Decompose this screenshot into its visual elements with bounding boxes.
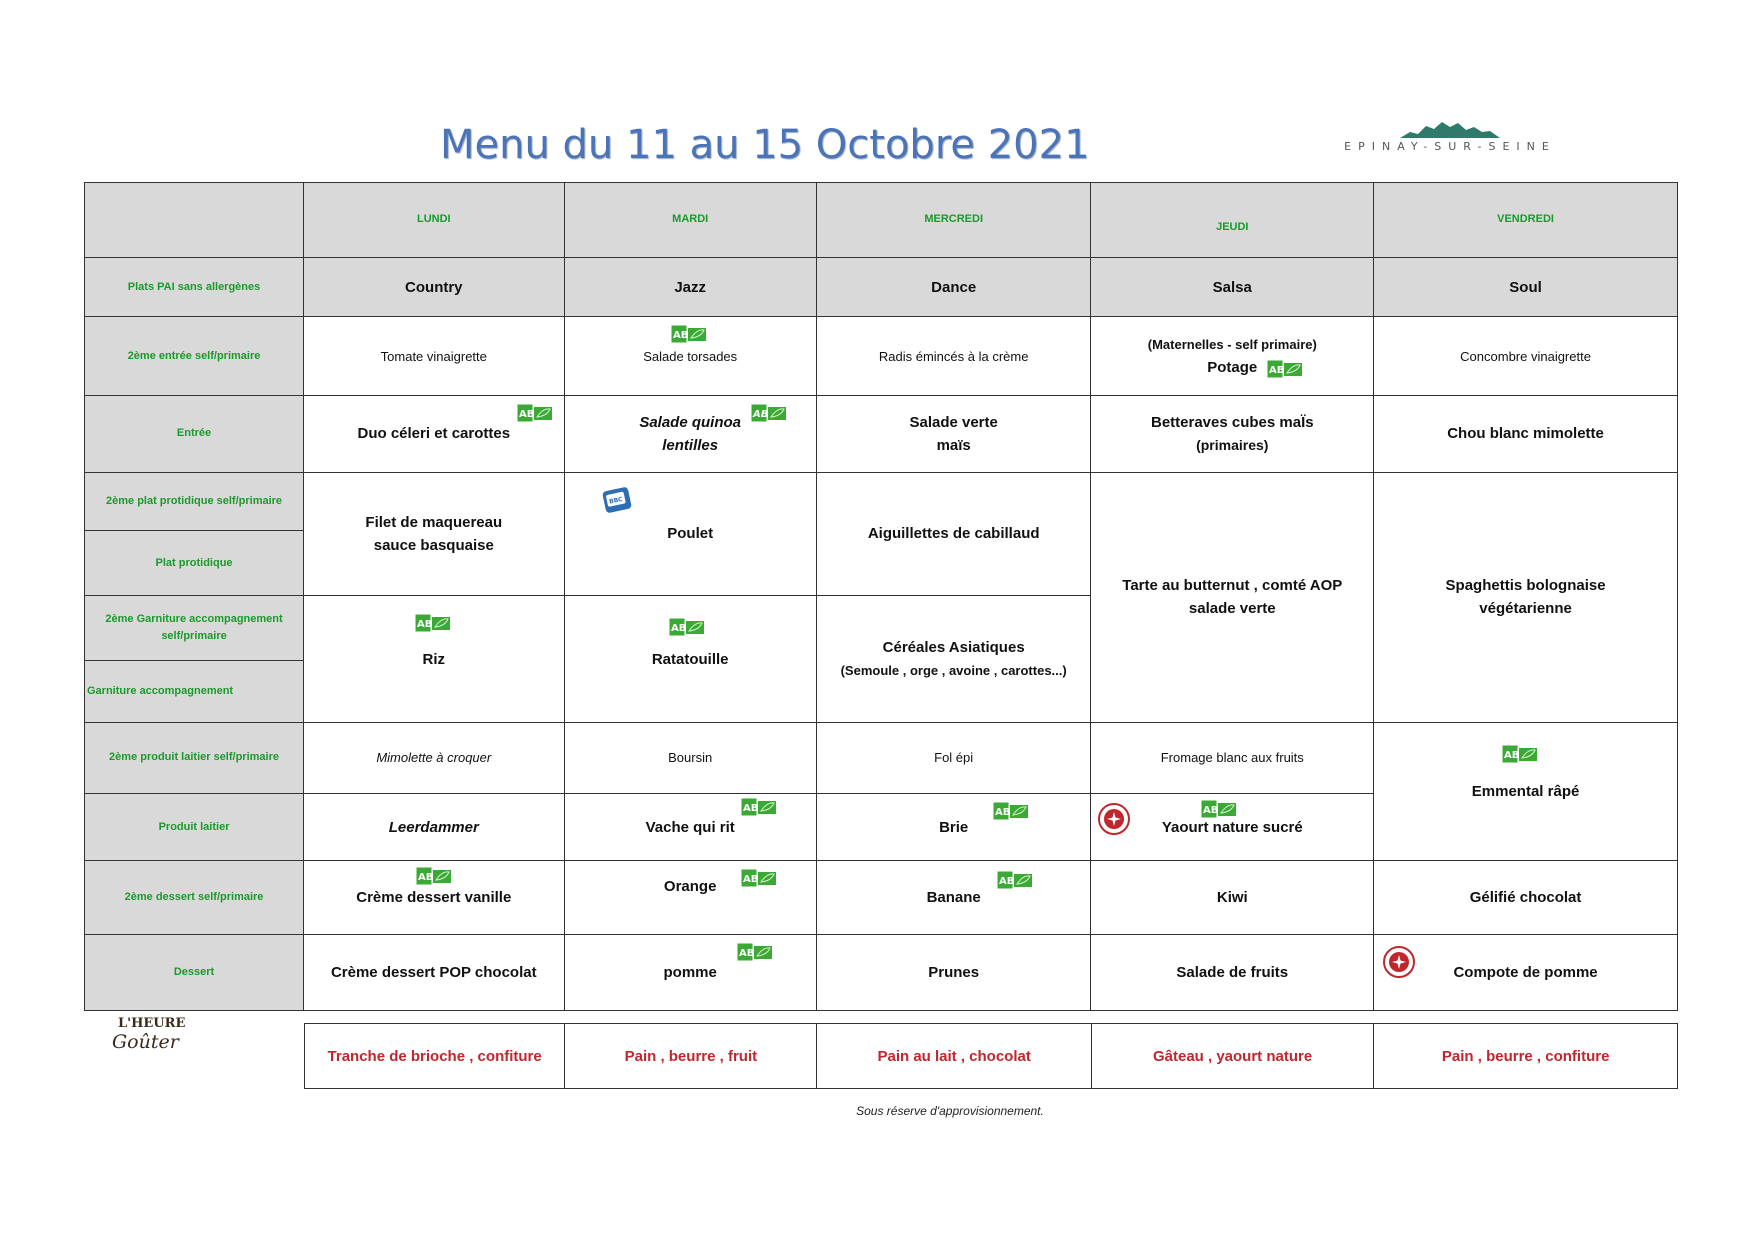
ab-organic-leaf-icon: [671, 325, 707, 343]
garniture-mercredi-1: Céréales Asiatiques: [882, 639, 1025, 657]
row-label-pai: Plats PAI sans allergènes: [85, 257, 304, 317]
menu-table: [84, 182, 1678, 1011]
laitier-mardi-cell: [564, 793, 816, 861]
garniture-mardi-cell: [564, 595, 816, 722]
svg-text:AB: AB: [994, 806, 1011, 818]
laitier-jeudi-cell: [1091, 793, 1374, 861]
svg-text:AB: AB: [742, 874, 758, 886]
pai-lundi: Country: [304, 257, 564, 317]
dessert-mardi-cell: [564, 935, 816, 1011]
dessert2-mardi-cell: [564, 861, 816, 935]
entree2-vendredi: Concombre vinaigrette: [1374, 317, 1678, 396]
dessert-row: [85, 935, 1678, 1011]
entree-lundi-cell: [304, 396, 564, 473]
label-rouge-icon: [1097, 802, 1131, 836]
plat-mercredi: Aiguillettes de cabillaud: [816, 472, 1091, 595]
heure-du-gouter-logo: [110, 1016, 202, 1060]
ab-organic-leaf-icon: [997, 871, 1033, 889]
entree-jeudi-2: (primaires): [1196, 436, 1269, 453]
plat-lundi-1: Filet de maquereau: [365, 513, 503, 531]
ab-organic-leaf-icon: [1267, 360, 1303, 378]
ab-organic-leaf-icon: [517, 404, 553, 422]
plat-vendredi-cell: [1374, 472, 1678, 722]
day-header-lundi: LUNDI: [304, 183, 564, 258]
svg-text:AB: AB: [670, 622, 686, 634]
dessert2-mardi: Orange: [663, 878, 717, 896]
dessert2-jeudi: Kiwi: [1091, 861, 1374, 935]
plat-jeudi-2: salade verte: [1188, 600, 1276, 618]
laitier-jeudi: Yaourt nature sucré: [1161, 818, 1303, 836]
laitier2-mercredi: Fol épi: [816, 723, 1091, 794]
bleu-blanc-coeur-icon: [601, 485, 635, 515]
dessert-vendredi: Compote de pomme: [1453, 964, 1598, 982]
ab-organic-leaf-icon: [741, 798, 777, 816]
entree2-lundi: Tomate vinaigrette: [304, 317, 564, 396]
plat-mardi-cell: [564, 472, 816, 595]
laitier2-mardi: Boursin: [564, 723, 816, 794]
entree-mardi-1: Salade quinoa: [639, 413, 742, 431]
dessert-mercredi: Prunes: [816, 935, 1091, 1011]
laitier-mercredi-cell: [816, 793, 1091, 861]
ab-organic-leaf-icon: [1502, 745, 1538, 763]
gouter-row: [305, 1024, 1678, 1089]
plat-jeudi-cell: [1091, 472, 1374, 722]
entree-jeudi-cell: [1091, 396, 1374, 473]
gouter-logo-line1: L'HEURE: [118, 1016, 186, 1031]
laitier2-jeudi: Fromage blanc aux fruits: [1091, 723, 1374, 794]
row-label-garniture2: 2ème Garniture accompagnement self/primaire: [85, 595, 304, 660]
pai-row: [85, 257, 1678, 317]
entree-mercredi-cell: [816, 396, 1091, 473]
entree-row: [85, 396, 1678, 473]
dessert2-mercredi: Banane: [926, 889, 981, 907]
ab-organic-leaf-icon: [415, 614, 451, 632]
day-header-mardi: MARDI: [564, 183, 816, 258]
dessert2-row: [85, 861, 1678, 935]
entree-mardi-2: lentilles: [662, 436, 719, 454]
entree2-row: [85, 317, 1678, 396]
svg-text:AB: AB: [742, 802, 758, 814]
plat-lundi-2: sauce basquaise: [373, 536, 494, 554]
laitier-mercredi: Brie: [939, 818, 969, 836]
garniture-lundi-cell: [304, 595, 564, 722]
svg-text:AB: AB: [1203, 804, 1219, 816]
ab-organic-leaf-icon: [669, 618, 705, 636]
dessert-mardi: pomme: [663, 964, 717, 982]
laitier-mardi: Vache qui rit: [645, 818, 735, 836]
row-label-plat2: 2ème plat protidique self/primaire: [85, 472, 304, 531]
entree2-mardi-cell: [564, 317, 816, 396]
row-label-dessert: Dessert: [85, 935, 304, 1011]
gouter-jeudi: Gâteau , yaourt nature: [1091, 1024, 1373, 1089]
row-label-garniture: Garniture accompagnement: [85, 660, 304, 723]
entree2-mercredi: Radis émincés à la crème: [816, 317, 1091, 396]
laitier-vendredi-cell: [1374, 723, 1678, 861]
plat-vendredi-1: Spaghettis bolognaise: [1445, 577, 1606, 595]
city-skyline-icon: [1400, 118, 1500, 138]
ab-organic-leaf-icon: [1201, 800, 1237, 818]
row-label-laitier: Produit laitier: [85, 793, 304, 861]
svg-text:BBC: BBC: [608, 495, 623, 506]
svg-text:AB: AB: [752, 409, 768, 421]
gouter-table: [304, 1023, 1678, 1089]
svg-text:AB: AB: [1269, 365, 1285, 377]
plat-lundi-cell: [304, 472, 564, 595]
row-label-plat: Plat protidique: [85, 531, 304, 596]
ab-organic-leaf-icon: [416, 867, 452, 885]
entree2-jeudi-note: (Maternelles - self primaire): [1147, 337, 1317, 353]
svg-text:AB: AB: [672, 330, 688, 342]
laitier2-row: [85, 723, 1678, 794]
entree2-mardi: Salade torsades: [643, 348, 738, 364]
city-logo-text: EPINAY-SUR-SEINE: [1344, 140, 1556, 153]
pai-vendredi: Soul: [1374, 257, 1678, 317]
laitier-lundi: Leerdammer: [304, 793, 564, 861]
plat2-row: [85, 472, 1678, 531]
dessert2-vendredi: Gélifié chocolat: [1374, 861, 1678, 935]
entree2-jeudi: Potage: [1207, 359, 1258, 377]
entree-mercredi-2: maïs: [936, 436, 971, 454]
ab-organic-leaf-icon: [737, 943, 773, 961]
pai-mercredi: Dance: [816, 257, 1091, 317]
entree-mercredi-1: Salade verte: [909, 413, 998, 431]
garniture-lundi: Riz: [422, 650, 446, 668]
svg-text:AB: AB: [418, 872, 434, 884]
entree-vendredi: Chou blanc mimolette: [1374, 396, 1678, 473]
dessert-vendredi-cell: [1374, 935, 1678, 1011]
day-header-jeudi: JEUDI: [1091, 183, 1374, 258]
gouter-vendredi: Pain , beurre , confiture: [1374, 1024, 1678, 1089]
dessert2-lundi: Crème dessert vanille: [356, 889, 512, 907]
gouter-mercredi: Pain au lait , chocolat: [817, 1024, 1091, 1089]
laitier2-lundi: Mimolette à croquer: [304, 723, 564, 794]
day-header-vendredi: VENDREDI: [1374, 183, 1678, 258]
dessert2-lundi-cell: [304, 861, 564, 935]
svg-text:AB: AB: [519, 409, 535, 421]
row-label-entree: Entrée: [85, 396, 304, 473]
svg-text:AB: AB: [738, 948, 754, 960]
svg-text:AB: AB: [1504, 750, 1520, 762]
day-header-mercredi: MERCREDI: [816, 183, 1091, 258]
dessert2-mercredi-cell: [816, 861, 1091, 935]
garniture-mercredi-cell: [816, 595, 1091, 722]
pai-mardi: Jazz: [564, 257, 816, 317]
ab-organic-leaf-icon: [993, 802, 1029, 820]
svg-text:AB: AB: [417, 618, 433, 630]
label-rouge-icon: [1382, 945, 1416, 979]
ab-organic-leaf-icon: [741, 869, 777, 887]
row-label-dessert2: 2ème dessert self/primaire: [85, 861, 304, 935]
gouter-lundi: Tranche de brioche , confiture: [305, 1024, 565, 1089]
footnote: Sous réserve d'approvisionnement.: [856, 1104, 1044, 1118]
city-logo: [1340, 118, 1560, 160]
gouter-mardi: Pain , beurre , fruit: [565, 1024, 817, 1089]
garniture-mercredi-2: (Semoule , orge , avoine , carottes...): [840, 663, 1067, 679]
garniture-mardi: Ratatouille: [651, 650, 729, 668]
gouter-logo-line2: Goûter: [112, 1031, 179, 1053]
corner-cell: [85, 183, 304, 258]
entree2-jeudi-cell: [1091, 317, 1374, 396]
entree-lundi: Duo céleri et carottes: [357, 425, 511, 443]
row-label-entree2: 2ème entrée self/primaire: [85, 317, 304, 396]
dessert-lundi: Crème dessert POP chocolat: [304, 935, 564, 1011]
pai-jeudi: Salsa: [1091, 257, 1374, 317]
plat-mardi: Poulet: [667, 525, 714, 543]
svg-text:AB: AB: [998, 876, 1015, 888]
plat-jeudi-1: Tarte au butternut , comté AOP: [1122, 577, 1343, 595]
row-label-laitier2: 2ème produit laitier self/primaire: [85, 723, 304, 794]
days-header-row: [85, 183, 1678, 258]
entree-jeudi-1: Betteraves cubes maÏs: [1150, 413, 1314, 431]
entree-mardi-cell: [564, 396, 816, 473]
laitier2-vendredi: Emmental râpé: [1471, 783, 1580, 801]
plat-vendredi-2: végétarienne: [1479, 600, 1572, 618]
ab-organic-leaf-icon: [751, 404, 787, 422]
dessert-jeudi: Salade de fruits: [1091, 935, 1374, 1011]
page-title: Menu du 11 au 15 Octobre 2021: [440, 122, 1090, 168]
